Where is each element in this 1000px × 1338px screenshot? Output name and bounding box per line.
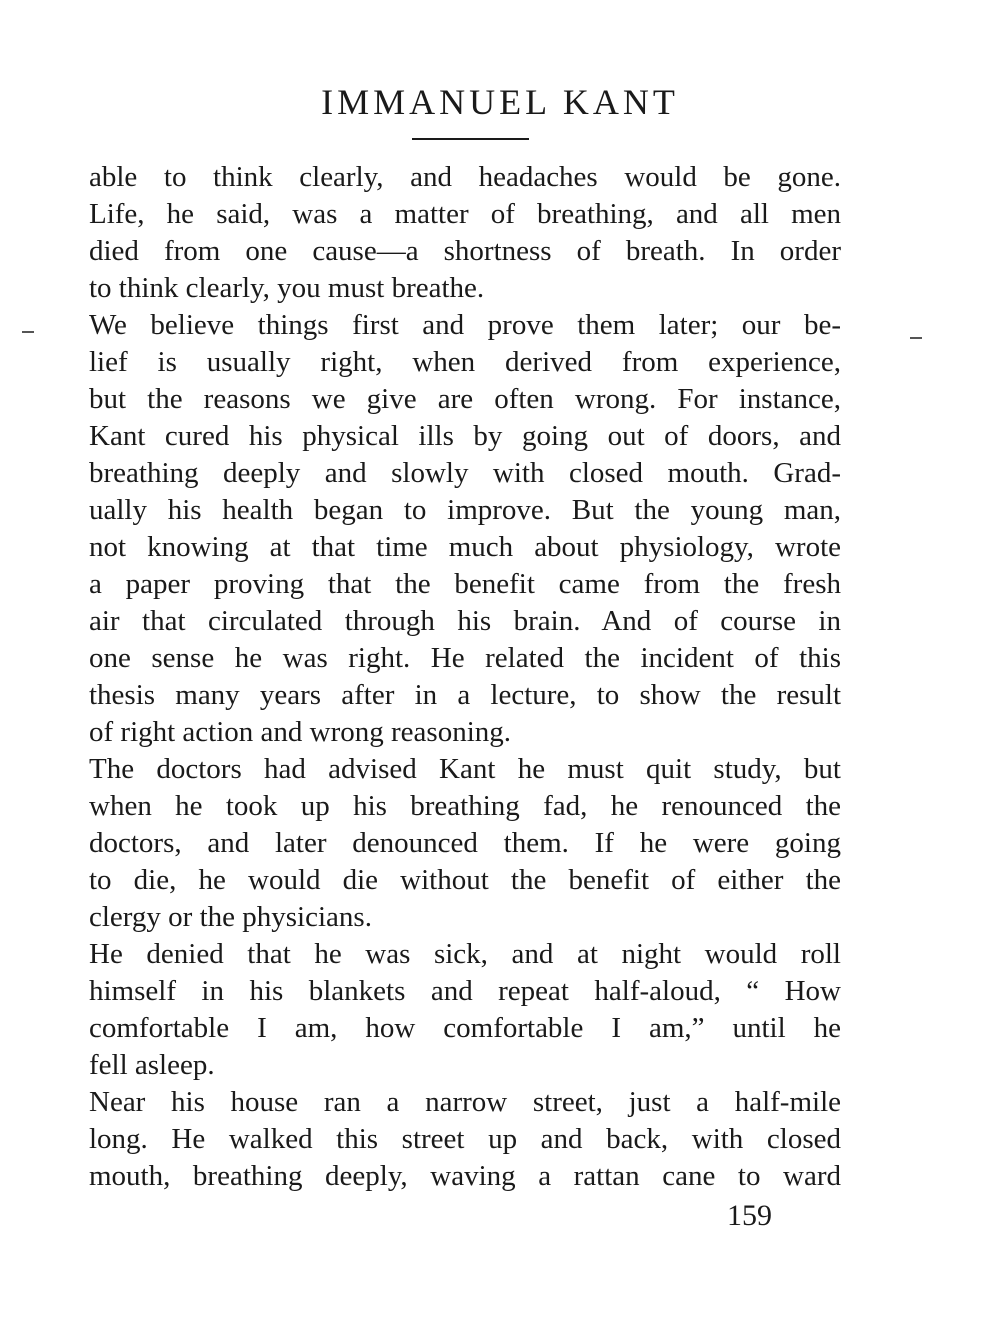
- text-line: lief is usually right, when derived from experience,: [89, 346, 841, 378]
- text-line: doctors, and later denounced them. If he were going: [89, 827, 841, 859]
- text-line: mouth, breathing deeply, waving a rattan cane to ward: [89, 1160, 841, 1192]
- text-line: Near his house ran a narrow street, just a half-mile: [89, 1086, 841, 1118]
- paragraph: [89, 1084, 841, 1195]
- text-line: The doctors had advised Kant he must quit study, but: [89, 753, 841, 785]
- text-line: breathing deeply and slowly with closed mouth. Grad-: [89, 457, 841, 489]
- header-rule: [412, 138, 529, 140]
- body-text: [89, 159, 841, 1195]
- text-line: one sense he was right. He related the incident of this: [89, 642, 841, 674]
- page-number: 159: [727, 1199, 772, 1232]
- text-line: fell asleep.: [89, 1049, 215, 1081]
- text-line: We believe things first and prove them later; our be-: [89, 309, 841, 341]
- text-line: ually his health began to improve. But the young man,: [89, 494, 841, 526]
- text-line: of right action and wrong reasoning.: [89, 716, 512, 748]
- text-line: but the reasons we give are often wrong. For instance,: [89, 383, 841, 415]
- left-margin-mark: [22, 331, 34, 333]
- text-line: clergy or the physicians.: [89, 901, 372, 933]
- text-line: comfortable I am, how comfortable I am,” until he: [89, 1012, 841, 1044]
- paragraph: [89, 159, 841, 307]
- text-line: a paper proving that the benefit came from the fresh: [89, 568, 841, 600]
- text-line: Kant cured his physical ills by going out of doors, and: [89, 420, 841, 452]
- text-line: to think clearly, you must breathe.: [89, 272, 485, 304]
- right-margin-mark: [910, 337, 922, 339]
- text-line: himself in his blankets and repeat half-aloud, “ How: [89, 975, 841, 1007]
- paragraph: [89, 936, 841, 1084]
- running-head: IMMANUEL KANT: [321, 82, 679, 122]
- text-line: to die, he would die without the benefit of either the: [89, 864, 841, 896]
- text-line: able to think clearly, and headaches would be gone.: [89, 161, 841, 193]
- text-line: not knowing at that time much about physiology, wrote: [89, 531, 841, 563]
- text-line: thesis many years after in a lecture, to show the result: [89, 679, 841, 711]
- text-line: when he took up his breathing fad, he renounced the: [89, 790, 841, 822]
- paragraph: [89, 751, 841, 936]
- text-line: air that circulated through his brain. And of course in: [89, 605, 841, 637]
- paragraph: [89, 307, 841, 751]
- text-line: Life, he said, was a matter of breathing, and all men: [89, 198, 841, 230]
- text-line: long. He walked this street up and back, with closed: [89, 1123, 841, 1155]
- text-line: died from one cause—a shortness of breath. In order: [89, 235, 841, 267]
- text-line: He denied that he was sick, and at night would roll: [89, 938, 841, 970]
